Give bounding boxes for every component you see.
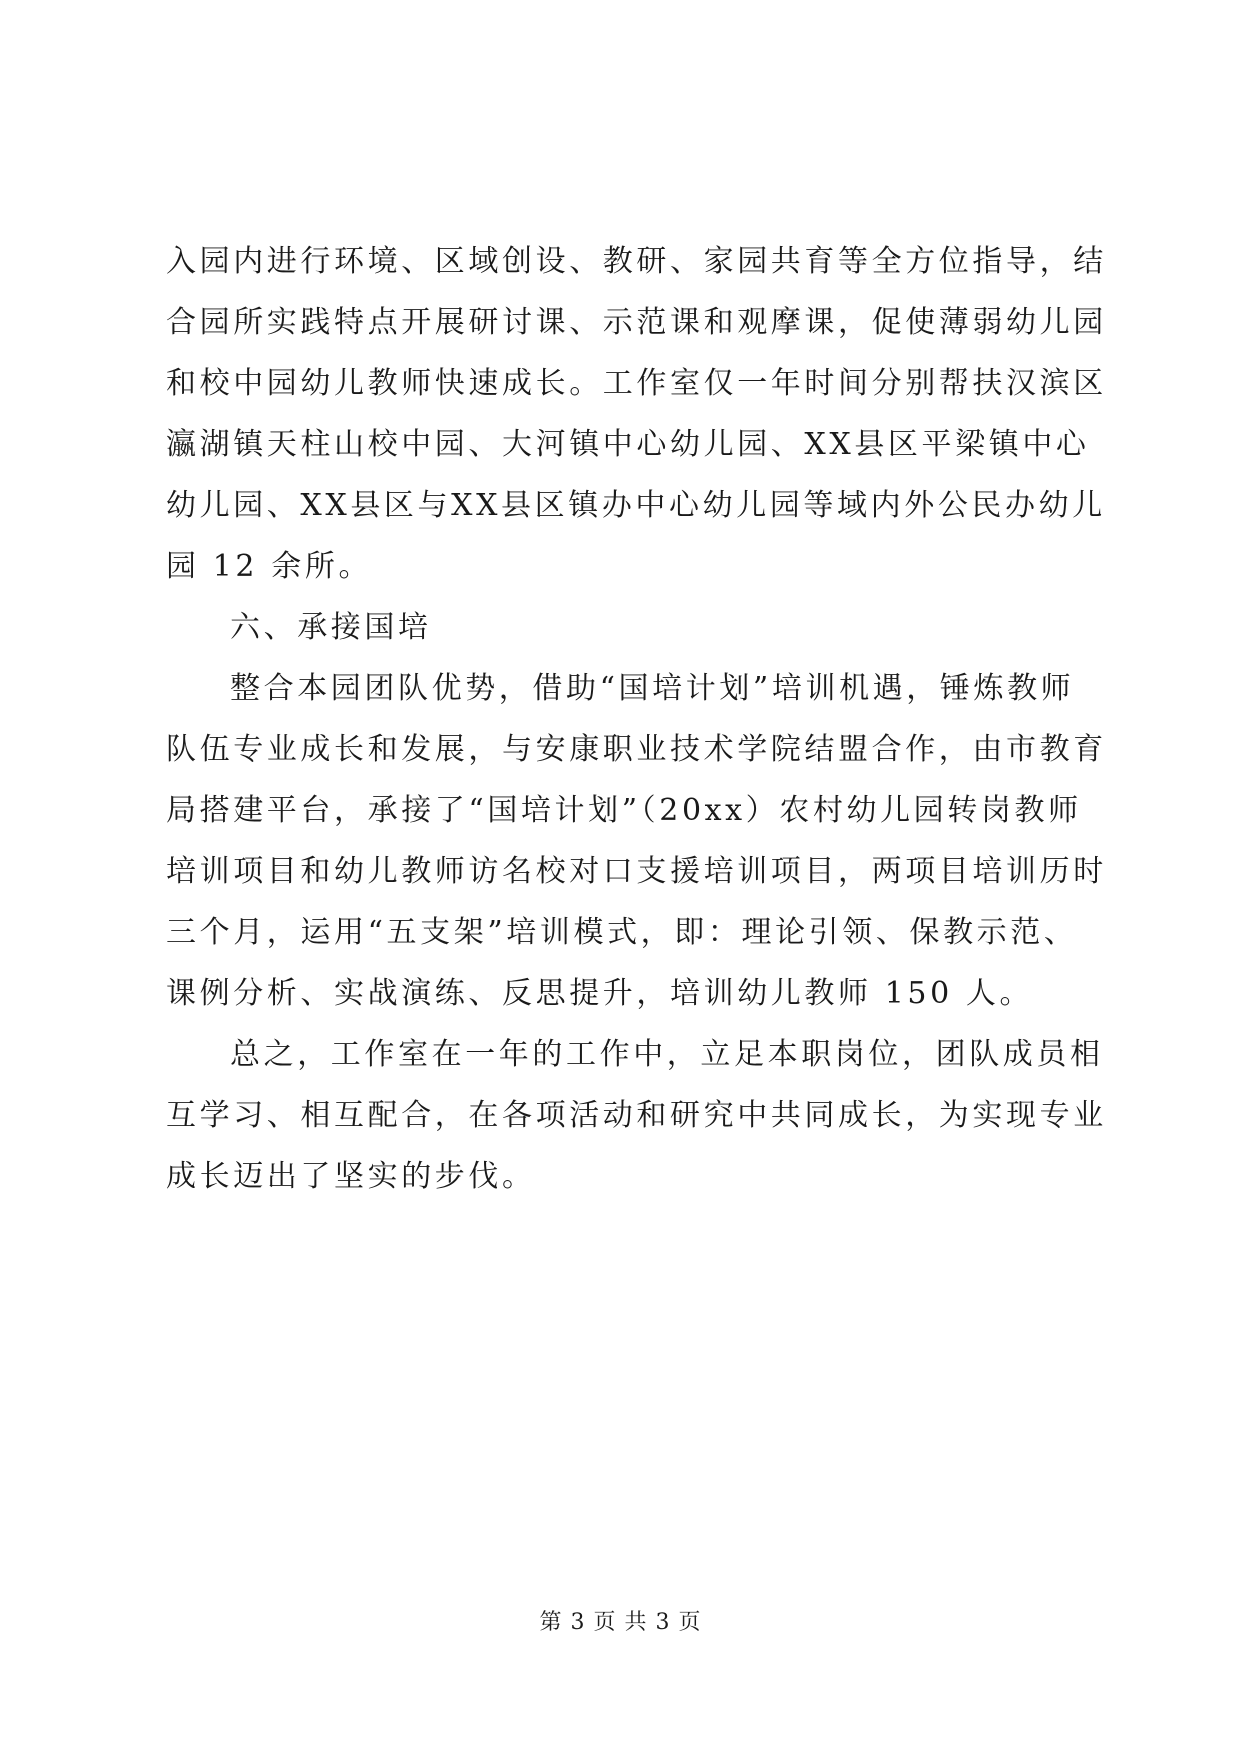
text-line: 幼儿园、XX县区与XX县区镇办中心幼儿园等域内外公民办幼儿 [166, 488, 1106, 523]
text-line: 互学习、相互配合，在各项活动和研究中共同成长，为实现专业 [166, 1098, 1107, 1133]
document-body [166, 231, 1107, 1207]
text-line: 园 12 余所。 [166, 549, 373, 584]
text-line: 三个月，运用“五支架”培训模式，即：理论引领、保教示范、 [166, 915, 1078, 950]
text-line: 和校中园幼儿教师快速成长。工作室仅一年时间分别帮扶汉滨区 [166, 366, 1107, 401]
text-line: 局搭建平台，承接了“国培计划”（20xx）农村幼儿园转岗教师 [166, 793, 1082, 828]
text-line: 成长迈出了坚实的步伐。 [166, 1159, 536, 1194]
text-line: 队伍专业成长和发展，与安康职业技术学院结盟合作，由市教育 [166, 732, 1107, 767]
text-line: 入园内进行环境、区域创设、教研、家园共育等全方位指导，结 [166, 244, 1107, 279]
text-line: 课例分析、实战演练、反思提升，培训幼儿教师 150 人。 [166, 976, 1034, 1011]
section-heading: 六、承接国培 [230, 610, 432, 645]
text-line: 培训项目和幼儿教师访名校对口支援培训项目，两项目培训历时 [166, 854, 1107, 889]
text-line: 合园所实践特点开展研讨课、示范课和观摩课，促使薄弱幼儿园 [166, 305, 1107, 340]
page-number-footer: 第 3 页 共 3 页 [539, 1610, 702, 1635]
text-line: 总之，工作室在一年的工作中，立足本职岗位，团队成员相 [230, 1037, 1104, 1072]
text-line: 整合本园团队优势，借助“国培计划”培训机遇，锤炼教师 [230, 671, 1075, 706]
text-line: 瀛湖镇天柱山校中园、大河镇中心幼儿园、XX县区平梁镇中心 [166, 427, 1090, 462]
